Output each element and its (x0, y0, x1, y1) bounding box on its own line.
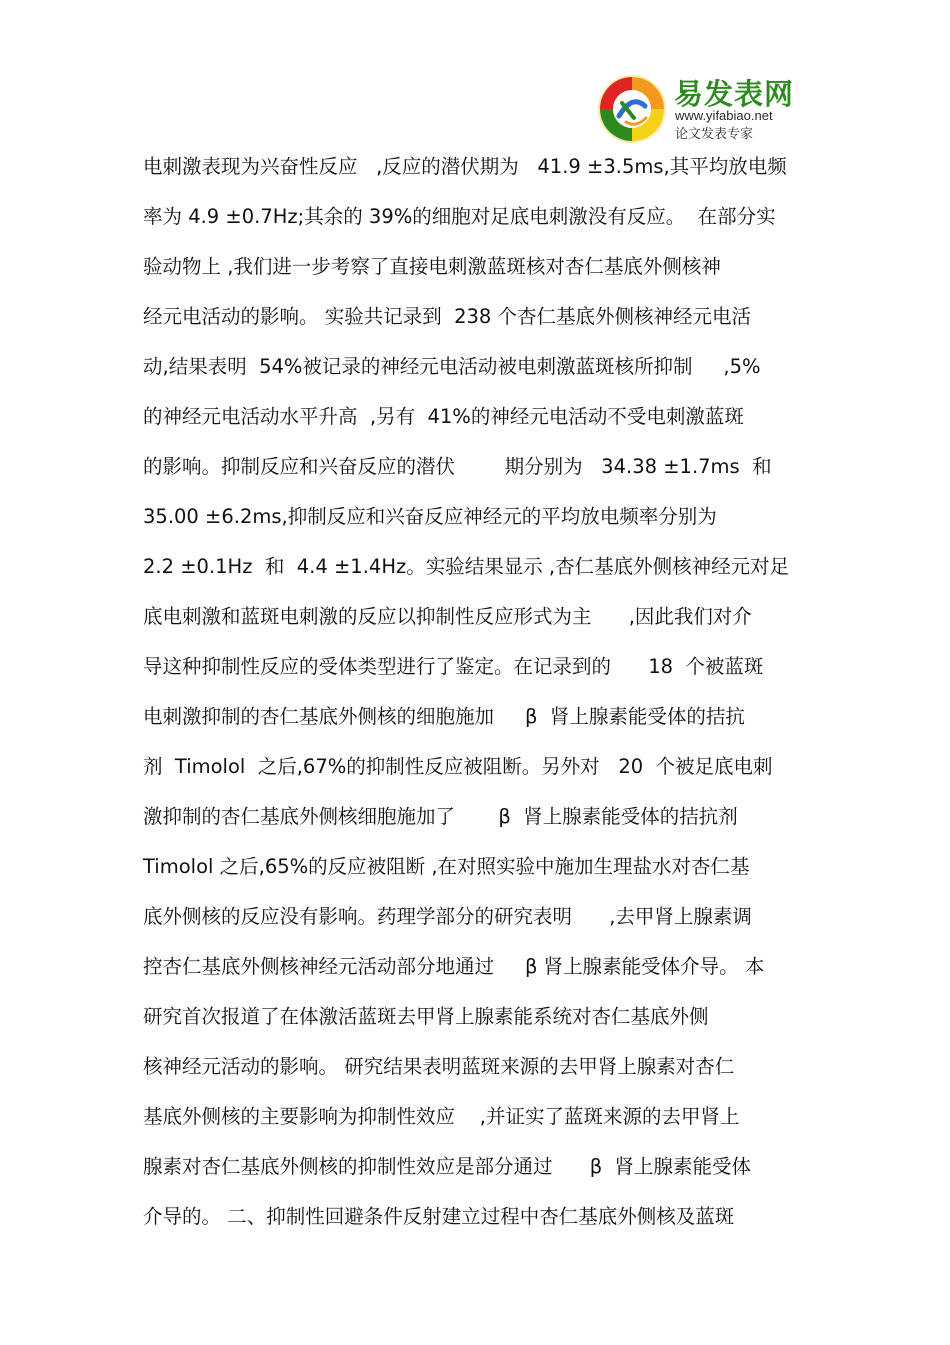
text-line: 电刺激抑制的杏仁基底外侧核的细胞施加 β 肾上腺素能受体的拮抗 (143, 705, 745, 728)
text-line: 电刺激表现为兴奋性反应 ,反应的潜伏期为 41.9 ±3.5ms,其平均放电频 (143, 155, 787, 178)
site-logo (592, 70, 812, 148)
text-line: 底电刺激和蓝斑电刺激的反应以抑制性反应形式为主 ,因此我们对介 (143, 605, 752, 628)
text-line: 35.00 ±6.2ms,抑制反应和兴奋反应神经元的平均放电频率分别为 (143, 505, 717, 528)
text-line: 动,结果表明 54%被记录的神经元电活动被电刺激蓝斑核所抑制 ,5% (143, 355, 761, 378)
logo-swirl-icon (592, 70, 672, 148)
text-line: 介导的。 二、抑制性回避条件反射建立过程中杏仁基底外侧核及蓝斑 (143, 1205, 735, 1228)
text-line: 研究首次报道了在体激活蓝斑去甲肾上腺素能系统对杏仁基底外侧 (143, 1005, 709, 1028)
text-line: 腺素对杏仁基底外侧核的抑制性效应是部分通过 β 肾上腺素能受体 (143, 1155, 752, 1178)
logo-url: www.yifabiao.net (675, 108, 773, 123)
text-line: 2.2 ±0.1Hz 和 4.4 ±1.4Hz。实验结果显示 ,杏仁基底外侧核神经元对足 (143, 555, 790, 578)
text-line: 剂 Timolol 之后,67%的抑制性反应被阻断。另外对 20 个被足底电刺 (143, 755, 773, 778)
text-line: 的影响。抑制反应和兴奋反应的潜伏 期分别为 34.38 ±1.7ms 和 (143, 455, 772, 478)
logo-slogan: 论文发表专家 (675, 127, 754, 142)
text-line: 率为 4.9 ±0.7Hz;其余的 39%的细胞对足底电刺激没有反应。 在部分实 (143, 205, 776, 228)
text-line: 验动物上 ,我们进一步考察了直接电刺激蓝斑核对杏仁基底外侧核神 (143, 255, 721, 278)
text-line: 经元电活动的影响。 实验共记录到 238 个杏仁基底外侧核神经元电活 (143, 305, 752, 328)
text-line: 基底外侧核的主要影响为抑制性效应 ,并证实了蓝斑来源的去甲肾上 (143, 1105, 740, 1128)
text-line: 核神经元活动的影响。 研究结果表明蓝斑来源的去甲肾上腺素对杏仁 (143, 1055, 735, 1078)
text-line: 激抑制的杏仁基底外侧核细胞施加了 β 肾上腺素能受体的拮抗剂 (143, 805, 738, 828)
text-line: 的神经元电活动水平升高 ,另有 41%的神经元电活动不受电刺激蓝斑 (143, 405, 744, 428)
text-line: 底外侧核的反应没有影响。药理学部分的研究表明 ,去甲肾上腺素调 (143, 905, 752, 928)
logo-name: 易发表网 (674, 77, 795, 111)
text-line: 控杏仁基底外侧核神经元活动部分地通过 β 肾上腺素能受体介导。 本 (143, 955, 765, 978)
text-line: Timolol 之后,65%的反应被阻断 ,在对照实验中施加生理盐水对杏仁基 (143, 855, 750, 878)
text-line: 导这种抑制性反应的受体类型进行了鉴定。在记录到的 18 个被蓝斑 (143, 655, 764, 678)
